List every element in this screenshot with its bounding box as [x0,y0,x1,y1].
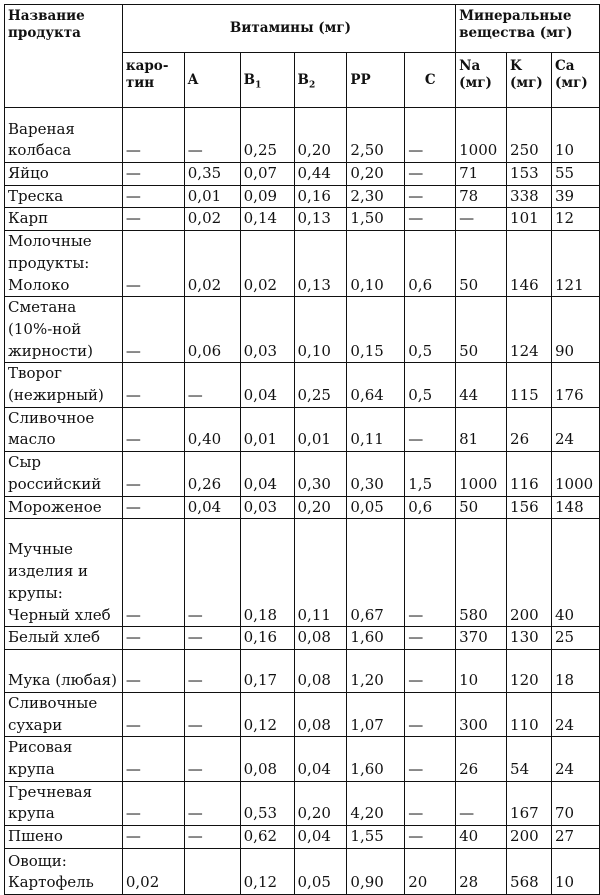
cell-name: Мучные изделия и крупы: Черный хлеб [5,519,123,627]
cell-na: 44 [456,363,507,407]
header-vitamin-c: C [405,53,456,108]
header-vitamin-b2-sub: 2 [308,80,316,91]
cell-a: 0,01 [184,185,240,208]
cell-c: 1,5 [405,452,456,496]
cell-name: Молочные продукты: Молоко [5,231,123,297]
cell-b2: 0,01 [294,407,347,451]
table-row [5,849,600,895]
table-row [5,519,600,627]
table-row [5,692,600,736]
cell-ca: 24 [551,692,599,736]
cell-k: 250 [507,108,552,163]
cell-b2: 0,08 [294,692,347,736]
header-vitamin-pp: PP [347,53,405,108]
cell-b2: 0,11 [294,519,347,627]
cell-pp: 0,30 [347,452,405,496]
table-row [5,781,600,825]
cell-c: — [405,108,456,163]
cell-carotene: — [122,185,184,208]
cell-pp: 1,60 [347,627,405,650]
cell-carotene: — [122,108,184,163]
cell-c: — [405,781,456,825]
cell-c: — [405,692,456,736]
cell-name: Вареная колбаса [5,108,123,163]
cell-b2: 0,13 [294,208,347,231]
table-row [5,627,600,650]
table-row [5,496,600,519]
cell-na: 71 [456,163,507,186]
cell-b2: 0,20 [294,496,347,519]
cell-b1: 0,12 [240,692,294,736]
header-vitamin-b1-sub: 1 [255,80,262,91]
cell-a: — [184,692,240,736]
cell-b1: 0,18 [240,519,294,627]
cell-b1: 0,04 [240,363,294,407]
header-vitamin-b1-base: B [243,71,256,88]
cell-a: — [184,781,240,825]
cell-ca: 55 [551,163,599,186]
cell-c: — [405,407,456,451]
cell-k: 568 [507,849,552,895]
cell-pp: 0,05 [347,496,405,519]
cell-na: 50 [456,297,507,363]
cell-a: — [184,363,240,407]
cell-pp: 0,10 [347,231,405,297]
header-na [456,53,507,108]
cell-carotene: — [122,496,184,519]
cell-pp: 0,64 [347,363,405,407]
cell-k: 156 [507,496,552,519]
cell-b2: 0,16 [294,185,347,208]
cell-ca: 10 [551,108,599,163]
cell-pp: 4,20 [347,781,405,825]
cell-b2: 0,20 [294,108,347,163]
cell-na: 300 [456,692,507,736]
cell-b2: 0,25 [294,363,347,407]
cell-a: — [184,737,240,781]
cell-na: 1000 [456,108,507,163]
cell-b2: 0,44 [294,163,347,186]
cell-ca: 12 [551,208,599,231]
cell-c: — [405,208,456,231]
cell-ca: 18 [551,649,599,692]
table-body [5,108,600,895]
cell-carotene: — [122,452,184,496]
cell-b2: 0,30 [294,452,347,496]
cell-b2: 0,10 [294,297,347,363]
table-row [5,297,600,363]
cell-a: 0,02 [184,208,240,231]
cell-a: — [184,649,240,692]
cell-name: Творог (нежирный) [5,363,123,407]
cell-k: 116 [507,452,552,496]
cell-carotene: — [122,649,184,692]
cell-name: Рисовая крупа [5,737,123,781]
cell-a: 0,35 [184,163,240,186]
cell-name: Пшено [5,826,123,849]
cell-na: 370 [456,627,507,650]
cell-na: 580 [456,519,507,627]
cell-pp: 0,90 [347,849,405,895]
cell-c: 0,6 [405,231,456,297]
cell-name: Сливочное масло [5,407,123,451]
cell-c: 20 [405,849,456,895]
cell-b1: 0,03 [240,297,294,363]
cell-b2: 0,13 [294,231,347,297]
cell-b2: 0,08 [294,627,347,650]
cell-ca: 27 [551,826,599,849]
table-row [5,208,600,231]
cell-k: 115 [507,363,552,407]
cell-carotene: — [122,826,184,849]
header-vitamin-a: A [184,53,240,108]
cell-a: 0,06 [184,297,240,363]
cell-k: 200 [507,826,552,849]
cell-b1: 0,62 [240,826,294,849]
cell-name: Сливочные сухари [5,692,123,736]
table-row [5,185,600,208]
cell-b1: 0,16 [240,627,294,650]
header-carotene [122,53,184,108]
cell-c: — [405,163,456,186]
cell-name: Треска [5,185,123,208]
cell-na: 78 [456,185,507,208]
cell-c: — [405,519,456,627]
cell-ca: 148 [551,496,599,519]
cell-b1: 0,17 [240,649,294,692]
cell-b1: 0,08 [240,737,294,781]
header-ca [551,53,599,108]
table-row [5,363,600,407]
cell-a [184,849,240,895]
cell-a: — [184,519,240,627]
cell-k: 120 [507,649,552,692]
cell-name: Гречневая крупа [5,781,123,825]
header-vitamins: Витамины (мг) [122,5,455,53]
cell-na: 10 [456,649,507,692]
header-k-text: K (мг) [510,58,543,91]
table-row [5,737,600,781]
cell-b2: 0,04 [294,737,347,781]
cell-c: — [405,627,456,650]
cell-ca: 176 [551,363,599,407]
cell-b1: 0,04 [240,452,294,496]
cell-b2: 0,04 [294,826,347,849]
cell-a: 0,04 [184,496,240,519]
cell-k: 146 [507,231,552,297]
table-row [5,649,600,692]
cell-c: — [405,826,456,849]
cell-b1: 0,12 [240,849,294,895]
cell-carotene: — [122,363,184,407]
cell-pp: 0,20 [347,163,405,186]
cell-carotene: — [122,737,184,781]
cell-b1: 0,01 [240,407,294,451]
cell-c: 0,5 [405,297,456,363]
cell-na: 26 [456,737,507,781]
cell-ca: 121 [551,231,599,297]
cell-k: 110 [507,692,552,736]
header-ca-text: Ca (мг) [554,58,588,91]
table-row [5,163,600,186]
cell-ca: 70 [551,781,599,825]
cell-b2: 0,08 [294,649,347,692]
cell-na: — [456,208,507,231]
cell-name: Мороженое [5,496,123,519]
cell-ca: 39 [551,185,599,208]
cell-carotene: 0,02 [122,849,184,895]
cell-pp: 0,11 [347,407,405,451]
cell-name: Яйцо [5,163,123,186]
cell-carotene: — [122,519,184,627]
cell-na: 40 [456,826,507,849]
cell-c: — [405,185,456,208]
cell-na: 28 [456,849,507,895]
cell-a: — [184,108,240,163]
cell-b1: 0,53 [240,781,294,825]
nutrient-table [4,4,600,895]
table-row [5,231,600,297]
cell-k: 124 [507,297,552,363]
cell-k: 130 [507,627,552,650]
cell-k: 153 [507,163,552,186]
cell-a: — [184,627,240,650]
cell-carotene: — [122,627,184,650]
cell-name: Карп [5,208,123,231]
cell-ca: 40 [551,519,599,627]
header-carotene-text: каро- тин [125,58,169,91]
cell-k: 338 [507,185,552,208]
cell-na: 1000 [456,452,507,496]
cell-c: — [405,737,456,781]
cell-ca: 1000 [551,452,599,496]
cell-b1: 0,07 [240,163,294,186]
cell-k: 101 [507,208,552,231]
cell-k: 167 [507,781,552,825]
cell-b1: 0,03 [240,496,294,519]
cell-name: Сыр российский [5,452,123,496]
cell-pp: 1,20 [347,649,405,692]
cell-carotene: — [122,297,184,363]
header-vitamin-b2-base: B [297,71,309,88]
cell-pp: 1,60 [347,737,405,781]
header-na-text: Na (мг) [459,58,492,91]
cell-b2: 0,20 [294,781,347,825]
cell-b2: 0,05 [294,849,347,895]
cell-na: 81 [456,407,507,451]
cell-carotene: — [122,208,184,231]
cell-na: 50 [456,496,507,519]
cell-name: Белый хлеб [5,627,123,650]
cell-pp: 1,07 [347,692,405,736]
cell-pp: 0,15 [347,297,405,363]
header-vitamin-b1 [240,53,294,108]
header-k [507,53,552,108]
cell-ca: 25 [551,627,599,650]
cell-c: — [405,649,456,692]
cell-b1: 0,25 [240,108,294,163]
cell-na: — [456,781,507,825]
header-vitamin-b2 [294,53,347,108]
cell-k: 54 [507,737,552,781]
cell-b1: 0,09 [240,185,294,208]
cell-carotene: — [122,163,184,186]
cell-ca: 24 [551,407,599,451]
cell-b1: 0,14 [240,208,294,231]
cell-a: 0,40 [184,407,240,451]
table-row [5,826,600,849]
cell-pp: 1,50 [347,208,405,231]
cell-pp: 1,55 [347,826,405,849]
table-row [5,407,600,451]
cell-name: Мука (любая) [5,649,123,692]
cell-carotene: — [122,781,184,825]
table-row [5,108,600,163]
cell-ca: 90 [551,297,599,363]
cell-na: 50 [456,231,507,297]
cell-k: 26 [507,407,552,451]
cell-pp: 0,67 [347,519,405,627]
cell-a: — [184,826,240,849]
cell-pp: 2,50 [347,108,405,163]
cell-c: 0,6 [405,496,456,519]
header-minerals: Минеральные вещества (мг) [456,5,600,53]
cell-name: Овощи: Картофель [5,849,123,895]
cell-ca: 24 [551,737,599,781]
header-product-name: Название продукта [5,5,123,108]
table-row [5,452,600,496]
cell-b1: 0,02 [240,231,294,297]
cell-carotene: — [122,692,184,736]
cell-carotene: — [122,231,184,297]
cell-k: 200 [507,519,552,627]
cell-carotene: — [122,407,184,451]
cell-pp: 2,30 [347,185,405,208]
cell-a: 0,26 [184,452,240,496]
cell-name: Сметана (10%-ной жирности) [5,297,123,363]
cell-ca: 10 [551,849,599,895]
cell-c: 0,5 [405,363,456,407]
cell-a: 0,02 [184,231,240,297]
